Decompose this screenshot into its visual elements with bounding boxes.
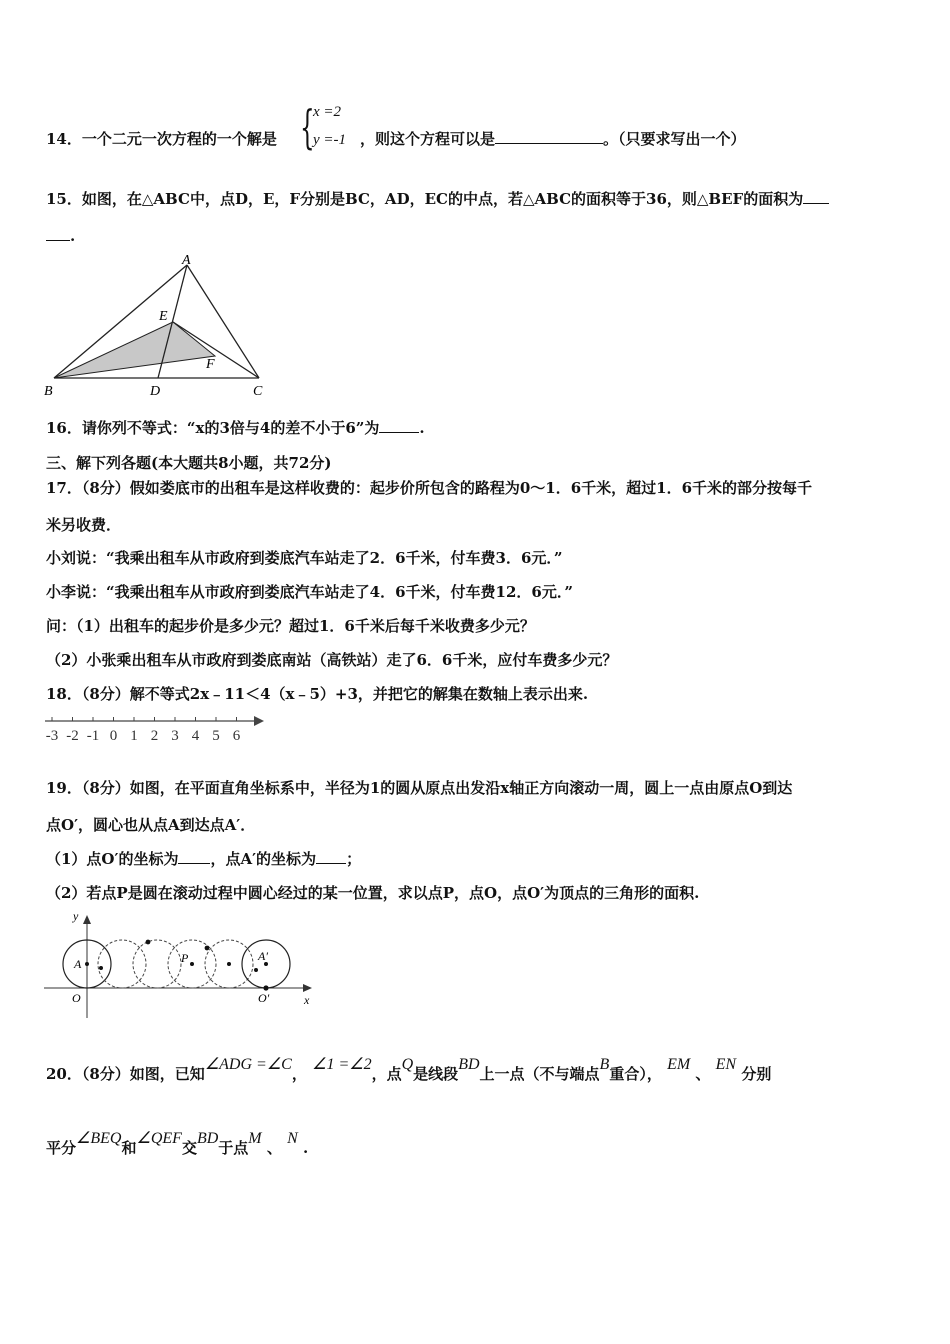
q17-line5: 问：（1）出租车的起步价是多少元？超过1．6千米后每千米收费多少元？ — [46, 617, 535, 635]
section-3-heading: 三、解下列各题(本大题共8小题，共72分) — [46, 454, 332, 472]
q20-math-em: EM — [667, 1056, 691, 1073]
number-line-tick-label: -1 — [86, 728, 100, 744]
point-o-prime — [263, 985, 268, 990]
q15-answer-blank-2[interactable] — [46, 226, 70, 241]
side-ac — [187, 265, 259, 378]
q20-line1: 20．（8分）如图，已知∠ADG =∠C， ∠1 =∠2，点Q是线段BD上一点（不与端点B重合）， EM 、 EN 分别 — [46, 1056, 772, 1083]
q15-answer-blank-1[interactable] — [803, 189, 829, 204]
q20-math-angle-beq: ∠BEQ — [76, 1130, 122, 1147]
number-line-tick-label: -2 — [66, 728, 79, 744]
label-o: O — [72, 991, 81, 1005]
q20-math-angle-12: ∠1 =∠2 — [312, 1056, 372, 1073]
label-x: x — [304, 993, 310, 1007]
point-a — [85, 962, 89, 966]
label-a: A — [182, 253, 191, 268]
number-line-tick-label: 1 — [130, 728, 138, 744]
number-line-arrow-icon — [254, 716, 264, 726]
q19-line2: 点O′，圆心也从点A到达点A′． — [46, 816, 256, 834]
q14-prefix: 14．一个二元一次方程的一个解是 — [46, 130, 277, 148]
y-axis-arrow-icon — [83, 915, 91, 924]
label-f: F — [206, 357, 215, 372]
q14-answer-blank[interactable] — [495, 129, 603, 144]
q20-math-n: N — [287, 1130, 298, 1147]
label-a: A — [74, 957, 82, 971]
q19-blank-a2[interactable] — [316, 849, 346, 864]
label-p: P — [181, 951, 189, 965]
q15-line2: . — [46, 226, 75, 245]
label-b: B — [44, 384, 53, 399]
q20-math-m: M — [248, 1130, 262, 1147]
x-axis-arrow-icon — [303, 984, 312, 992]
q19-line1: 19．（8分）如图，在平面直角坐标系中，半径为1的圆从原点出发沿x轴正方向滚动一周，圆上一点由原点O到达 — [46, 779, 793, 797]
point-on-circle-1 — [99, 966, 103, 970]
q17-line1: 17．（8分）假如娄底市的出租车是这样收费的：起步价所包含的路程为0～1．6千米，超过1．6千米的部分按每千 — [46, 479, 813, 497]
q20-math-angle-adg: ∠ADG =∠C — [204, 1056, 292, 1073]
q17-line4: 小李说：“我乘出租车从市政府到娄底汽车站走了4．6千米，付车费12．6元．” — [46, 583, 573, 601]
q17-line3: 小刘说：“我乘出租车从市政府到娄底汽车站走了2．6千米，付车费3．6元．” — [46, 549, 563, 567]
q15-line1: 15．如图，在△ABC中，点D，E，F分别是BC，AD，EC的中点，若△ABC的面积等于36，则△BEF的面积为 — [46, 188, 829, 209]
q14-eq2: y =-1 — [313, 132, 347, 148]
label-y: y — [73, 909, 79, 923]
number-line-tick-label: 2 — [150, 728, 159, 744]
q20-math-b: B — [599, 1056, 610, 1073]
q16-text: 16．请你列不等式：“x的3倍与4的差不小于6”为 . — [46, 419, 425, 437]
q20-math-bd: BD — [458, 1056, 480, 1073]
q18-text: 18．（8分）解不等式2x﹣11＜4（x﹣5）+3，并把它的解集在数轴上表示出来. — [46, 685, 589, 703]
label-a-prime: A′ — [258, 949, 268, 963]
number-line-tick-label: 6 — [232, 728, 241, 744]
q20-math-angle-qef: ∠QEF — [136, 1130, 182, 1147]
brace-icon: { — [300, 100, 315, 154]
point-on-circle-2 — [146, 940, 151, 945]
q18-number-line — [40, 710, 270, 746]
q20-line2: 平分∠BEQ和∠QEF交BD于点M 、 N . — [46, 1130, 309, 1157]
q14-equation-system — [300, 100, 360, 156]
q14-suffix: ，则这个方程可以是 。（只要求写出一个） — [360, 130, 746, 148]
q15-triangle-figure — [40, 252, 280, 402]
q20-math-en: EN — [715, 1056, 737, 1073]
q19-line3: （1）点O′的坐标为 ，点A′的坐标为 ； — [46, 850, 362, 868]
q16-answer-blank[interactable] — [379, 418, 419, 433]
q14-eq1: x =2 — [313, 104, 342, 120]
number-line-tick-label: 5 — [212, 728, 220, 744]
circle-rolling-2 — [133, 940, 181, 988]
q17-line6: （2）小张乘出租车从市政府到娄底南站（高铁站）走了6．6千米，应付车费多少元？ — [46, 651, 618, 669]
point-on-circle-3 — [205, 946, 210, 951]
q20-math-q: Q — [401, 1056, 414, 1073]
point-on-circle-4 — [227, 962, 231, 966]
label-c: C — [253, 384, 263, 399]
q17-line2: 米另收费． — [46, 516, 122, 534]
number-line-tick-label: 3 — [171, 728, 179, 744]
label-e: E — [159, 309, 168, 324]
q19-rolling-circle-figure — [40, 906, 330, 1026]
q19-blank-o2[interactable] — [178, 849, 210, 864]
number-line-tick-label: 0 — [109, 728, 118, 744]
point-p — [190, 962, 194, 966]
number-line-tick-label: -3 — [45, 728, 59, 744]
point-on-circle-5 — [254, 968, 258, 972]
label-o-prime: O′ — [258, 991, 270, 1005]
q20-math-bd-2: BD — [196, 1130, 219, 1147]
number-line-tick-label: 4 — [191, 728, 200, 744]
q19-line4: （2）若点P是圆在滚动过程中圆心经过的某一位置，求以点P，点O，点O′为顶点的三角形的面积. — [46, 884, 700, 902]
circle-rolling-1 — [98, 940, 146, 988]
label-d: D — [150, 384, 161, 399]
shaded-triangle-bef — [54, 322, 215, 378]
